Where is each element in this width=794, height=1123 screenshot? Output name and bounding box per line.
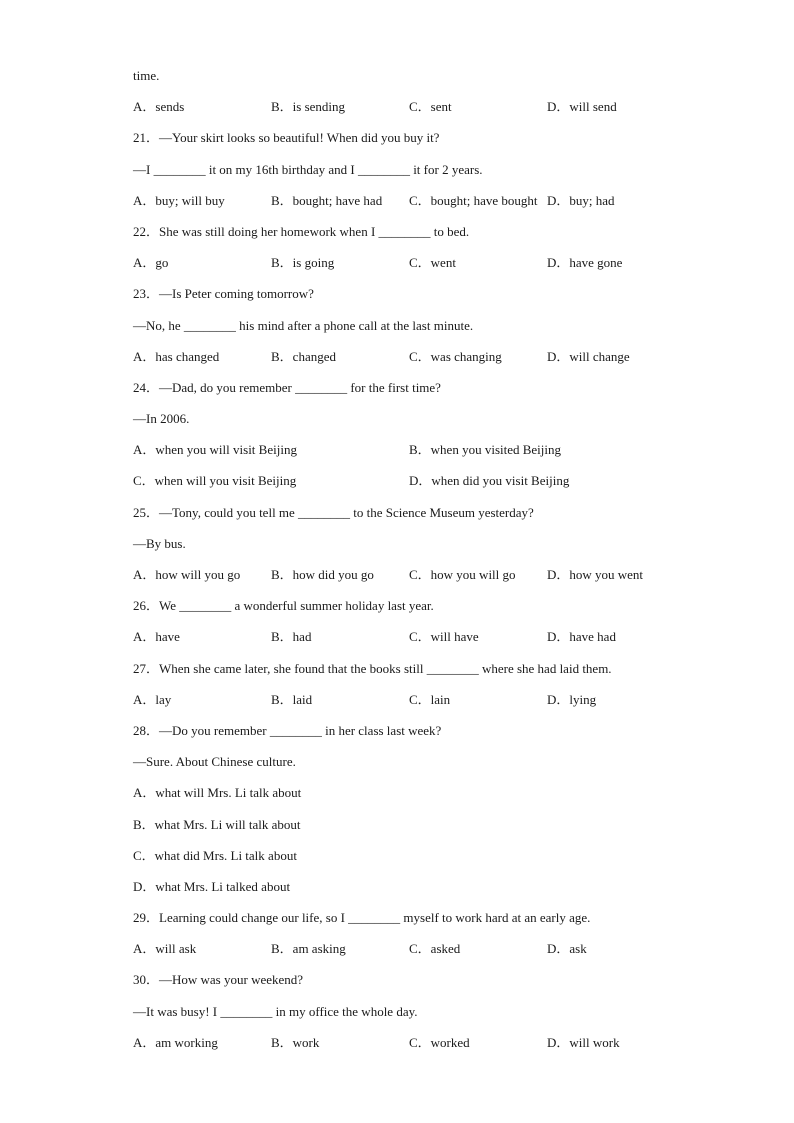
answer-option: A．have bbox=[133, 629, 180, 645]
answer-option: D．will work bbox=[547, 1034, 620, 1050]
text-line: 29．Learning could change our life, so I ________ myself to work hard at an early age. bbox=[133, 910, 591, 926]
answer-option: C．worked bbox=[409, 1034, 470, 1050]
answer-options-row bbox=[133, 347, 693, 378]
answer-option: C．sent bbox=[409, 99, 452, 115]
answer-option: C．will have bbox=[409, 629, 479, 645]
answer-option: D．buy; had bbox=[547, 192, 615, 208]
answer-options-row bbox=[133, 440, 693, 471]
answer-option: B．changed bbox=[271, 348, 336, 364]
answer-option: A．lay bbox=[133, 691, 172, 707]
answer-option: B．is going bbox=[271, 255, 335, 271]
answer-option: D．how you went bbox=[547, 567, 644, 582]
text-line: 23．—Is Peter coming tomorrow? bbox=[133, 286, 314, 302]
answer-options-row bbox=[133, 191, 693, 222]
answer-option: A．am working bbox=[133, 1034, 218, 1050]
answer-options-row bbox=[133, 471, 693, 502]
text-line: B．what Mrs. Li will talk about bbox=[133, 816, 301, 832]
text-line: D．what Mrs. Li talked about bbox=[133, 878, 291, 894]
text-line: 27．When she came later, she found that the books still ________ where she had laid them. bbox=[133, 660, 612, 676]
answer-option: A．go bbox=[133, 255, 169, 271]
answer-option: C．bought; have bought bbox=[409, 192, 538, 208]
text-line: A．what will Mrs. Li talk about bbox=[133, 785, 302, 801]
answer-option: B．had bbox=[271, 629, 312, 645]
answer-option: B．when you visited Beijing bbox=[409, 442, 562, 458]
answer-option: C．was changing bbox=[409, 348, 502, 364]
answer-option: A．sends bbox=[133, 99, 185, 115]
text-line: —In 2006. bbox=[133, 411, 190, 427]
answer-option: B．is sending bbox=[271, 99, 346, 115]
answer-option: B．am asking bbox=[271, 941, 346, 957]
answer-option: A．buy; will buy bbox=[133, 192, 225, 208]
answer-option: D．ask bbox=[547, 941, 587, 957]
text-line: 30．—How was your weekend? bbox=[133, 972, 304, 988]
answer-option: D．have gone bbox=[547, 255, 623, 271]
answer-options-row bbox=[133, 627, 693, 658]
answer-options-row bbox=[133, 97, 693, 128]
text-line: —I ________ it on my 16th birthday and I ________ it for 2 years. bbox=[133, 161, 483, 177]
text-line: 25．—Tony, could you tell me ________ to the Science Museum yesterday? bbox=[133, 504, 534, 520]
question-list bbox=[133, 66, 693, 1064]
answer-option: B．work bbox=[271, 1034, 320, 1050]
answer-options-row bbox=[133, 939, 693, 970]
answer-option: B．bought; have had bbox=[271, 192, 383, 208]
answer-options-row bbox=[133, 690, 693, 721]
answer-option: C．when will you visit Beijing bbox=[133, 473, 297, 489]
answer-option: C．how you will go bbox=[409, 567, 516, 582]
answer-option: B．laid bbox=[271, 691, 313, 707]
answer-option: D．will send bbox=[547, 99, 617, 115]
answer-option: C．lain bbox=[409, 691, 451, 707]
text-line: 28．—Do you remember ________ in her class last week? bbox=[133, 722, 442, 738]
answer-option: D．will change bbox=[547, 348, 630, 364]
answer-option: A．how will you go bbox=[133, 567, 241, 582]
text-line: 26．We ________ a wonderful summer holiday last year. bbox=[133, 598, 434, 614]
answer-option: C．went bbox=[409, 255, 456, 271]
text-line: time. bbox=[133, 68, 160, 83]
text-line: 22．She was still doing her homework when I ________ to bed. bbox=[133, 223, 470, 239]
text-line: —It was busy! I ________ in my office the whole day. bbox=[133, 1003, 418, 1019]
answer-options-row bbox=[133, 253, 693, 284]
answer-option: D．when did you visit Beijing bbox=[409, 473, 570, 489]
answer-option: A．has changed bbox=[133, 348, 220, 364]
answer-options-row bbox=[133, 565, 693, 596]
text-line: —By bus. bbox=[133, 535, 186, 551]
answer-options-row bbox=[133, 1033, 693, 1064]
answer-option: C．asked bbox=[409, 941, 461, 957]
text-line: C．what did Mrs. Li talk about bbox=[133, 847, 297, 863]
answer-option: A．when you will visit Beijing bbox=[133, 442, 297, 458]
text-line: 24．—Dad, do you remember ________ for the first time? bbox=[133, 379, 441, 395]
answer-option: A．will ask bbox=[133, 941, 197, 957]
text-line: 21．—Your skirt looks so beautiful! When did you buy it? bbox=[133, 130, 440, 146]
text-line: —Sure. About Chinese culture. bbox=[133, 754, 296, 770]
answer-option: B．how did you go bbox=[271, 567, 374, 582]
answer-option: D．have had bbox=[547, 629, 616, 645]
text-line: —No, he ________ his mind after a phone call at the last minute. bbox=[133, 317, 474, 333]
answer-option: D．lying bbox=[547, 691, 597, 707]
